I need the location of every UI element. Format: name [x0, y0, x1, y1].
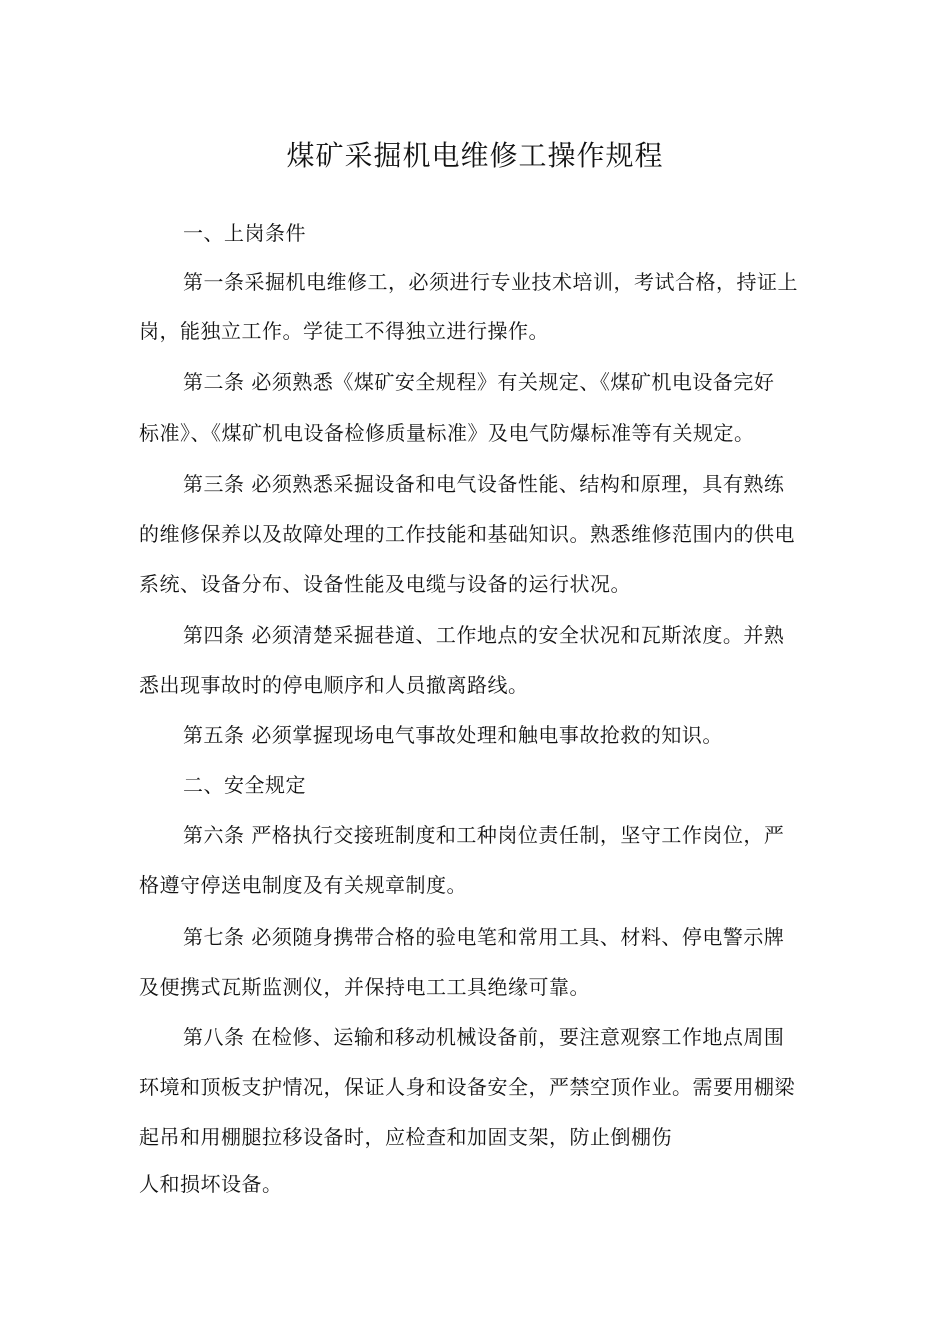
article-1-line-2: 岗，能独立工作。学徒工不得独立进行操作。: [139, 319, 549, 343]
article-7-line-2: 及便携式瓦斯监测仪，并保持电工工具绝缘可靠。: [139, 975, 590, 999]
document-title: 煤矿采掘机电维修工操作规程: [286, 139, 664, 172]
article-8-line-3: 起吊和用棚腿拉移设备时，应检查和加固支架，防止倒棚伤: [139, 1125, 672, 1149]
article-2-line-2: 标准》、《煤矿机电设备检修质量标准》及电气防爆标准等有关规定。: [139, 421, 755, 445]
section-heading-2: 二、安全规定: [183, 773, 306, 797]
section-heading-1: 一、上岗条件: [183, 221, 306, 245]
article-2-line-1: 第二条 必须熟悉《煤矿安全规程》有关规定、《煤矿机电设备完好: [183, 370, 775, 394]
article-8-line-4: 人和损坏设备。: [139, 1172, 283, 1196]
article-7-line-1: 第七条 必须随身携带合格的验电笔和常用工具、材料、停电警示牌: [183, 925, 785, 949]
article-6-line-1: 第六条 严格执行交接班制度和工种岗位责任制，坚守工作岗位，严: [183, 823, 785, 847]
article-3-line-2: 的维修保养以及故障处理的工作技能和基础知识。熟悉维修范围内的供电: [139, 522, 795, 546]
article-8-line-1: 第八条 在检修、运输和移动机械设备前，要注意观察工作地点周围: [183, 1025, 785, 1049]
article-3-line-1: 第三条 必须熟悉采掘设备和电气设备性能、结构和原理，具有熟练: [183, 472, 785, 496]
article-8-line-2: 环境和顶板支护情况，保证人身和设备安全，严禁空顶作业。需要用棚梁: [139, 1075, 795, 1099]
article-4-line-2: 悉出现事故时的停电顺序和人员撤离路线。: [139, 673, 529, 697]
article-3-line-3: 系统、设备分布、设备性能及电缆与设备的运行状况。: [139, 572, 631, 596]
article-1-line-1: 第一条采掘机电维修工，必须进行专业技术培训，考试合格，持证上: [183, 270, 798, 294]
article-5-line-1: 第五条 必须掌握现场电气事故处理和触电事故抢救的知识。: [183, 723, 723, 747]
article-4-line-1: 第四条 必须清楚采掘巷道、工作地点的安全状况和瓦斯浓度。并熟: [183, 623, 785, 647]
article-6-line-2: 格遵守停送电制度及有关规章制度。: [139, 873, 467, 897]
